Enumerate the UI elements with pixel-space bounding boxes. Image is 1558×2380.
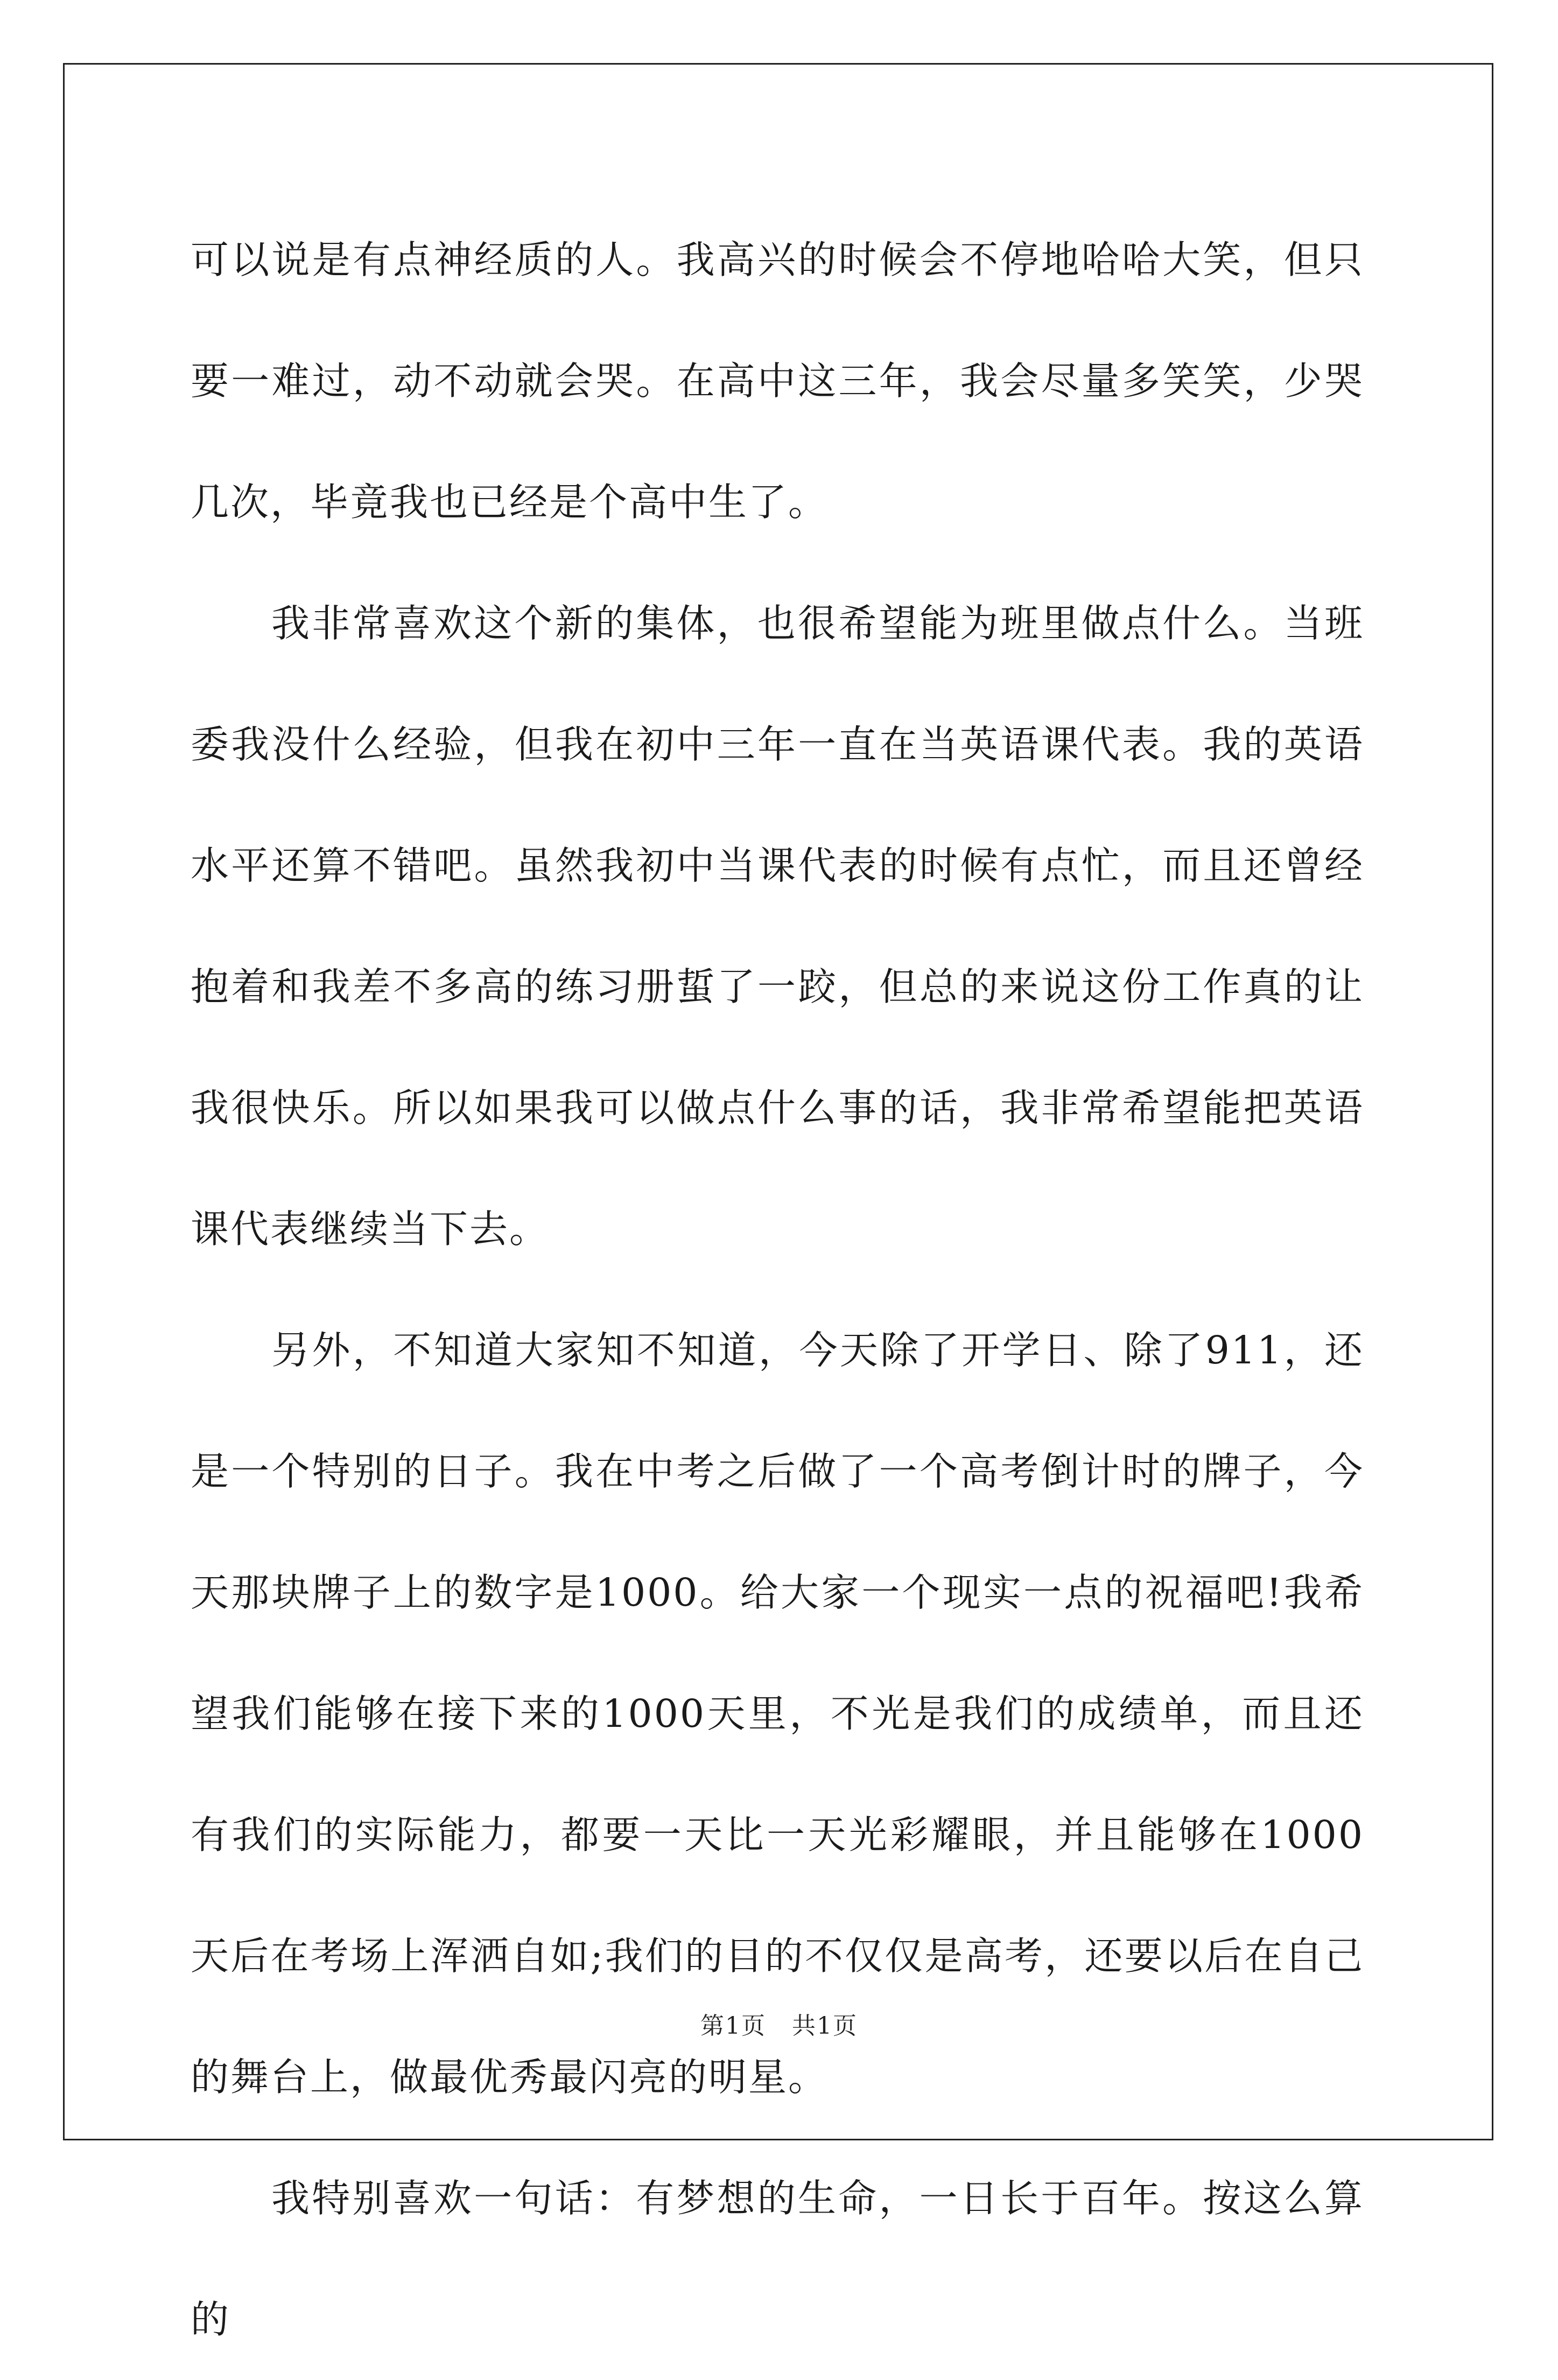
page-number-total: 共1页	[792, 2012, 858, 2040]
paragraph-4: 我特别喜欢一句话：有梦想的生命，一日长于百年。按这么算的	[191, 2176, 1364, 2342]
paragraph-3: 另外，不知道大家知不知道，今天除了开学日、除了911，还是一个特别的日子。我在中考之后做了一个高考倒计时的牌子，今天那块牌子上的数字是1000。给大家一个现实一点的祝福吧!我希望我们能够在接下来的1000天里，不光是我们的成绩单，而且还有我们的实际能力，都要一天比一天光彩耀眼，并且能够在1000天后在考场上浑洒自如;我们的目的不仅仅是高考，还要以后在自己的舞台上，做最优秀最闪亮的明星。	[191, 1328, 1364, 2099]
page-footer	[0, 2006, 1558, 2041]
paragraph-2: 我非常喜欢这个新的集体，也很希望能为班里做点什么。当班委我没什么经验，但我在初中三年一直在当英语课代表。我的英语水平还算不错吧。虽然我初中当课代表的时候有点忙，而且还曾经抱着和我差不多高的练习册蜇了一跤，但总的来说这份工作真的让我很快乐。所以如果我可以做点什么事的话，我非常希望能把英语课代表继续当下去。	[191, 601, 1364, 1251]
document-body	[191, 199, 1364, 2380]
page-number-current: 第1页	[700, 2012, 766, 2040]
paragraph-1: 可以说是有点神经质的人。我高兴的时候会不停地哈哈大笑，但只要一难过，动不动就会哭。在高中这三年，我会尽量多笑笑，少哭几次，毕竟我也已经是个高中生了。	[191, 237, 1364, 524]
